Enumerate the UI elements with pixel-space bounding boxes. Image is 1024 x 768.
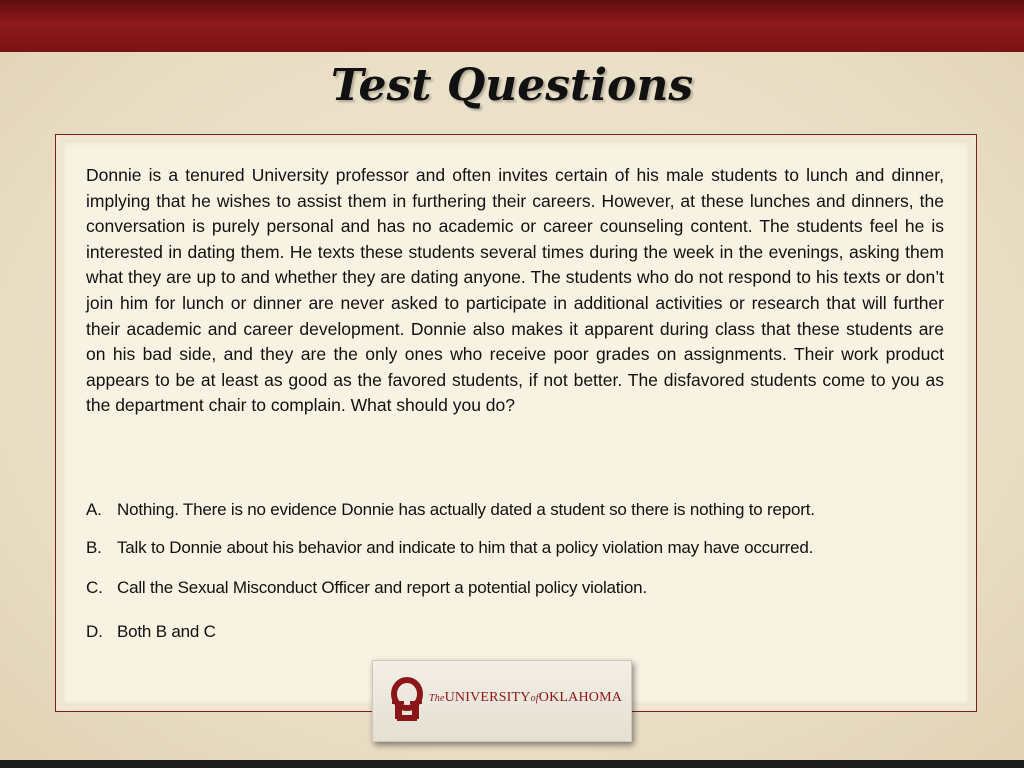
- top-decorative-band: [0, 0, 1024, 52]
- answer-letter: D.: [86, 622, 103, 641]
- answer-option-b: [86, 538, 966, 558]
- answer-text: Both B and C: [117, 622, 216, 641]
- answer-text: Call the Sexual Misconduct Officer and report a potential policy violation.: [117, 578, 647, 597]
- answer-text: Talk to Donnie about his behavior and indicate to him that a policy violation may have occurred.: [117, 538, 814, 557]
- university-logo: [372, 660, 632, 742]
- answer-text: Nothing. There is no evidence Donnie has actually dated a student so there is nothing to report.: [117, 500, 815, 519]
- answer-letter: A.: [86, 500, 102, 519]
- answer-option-c: [86, 578, 966, 598]
- ou-monogram-icon: [389, 677, 425, 725]
- answer-letter: B.: [86, 538, 102, 557]
- page-title: Test Questions: [330, 60, 694, 111]
- question-text: Donnie is a tenured University professor and often invites certain of his male students to lunch and dinner, implying that he wishes to assist them in furthering their careers. However, at these lunches and dinners, the conversation is purely personal and has no academic or career counseling content. The students feel he is interested in dating them. He texts these students several times during the week in the evenings, asking them what they are up to and whether they are dating anyone. The students who do not respond to his texts or don’t join him for lunch or dinner are never asked to participate in additional activities or research that will further their academic and career development. Donnie also makes it apparent during class that these students are on his bad side, and they are the only ones who receive poor grades on assignments. Their work product appears to be at least as good as the favored students, if not better. The disfavored students come to you as the department chair to complain. What should you do?: [86, 165, 944, 416]
- answer-letter: C.: [86, 578, 103, 597]
- answer-option-d: [86, 622, 966, 642]
- bottom-decorative-band: [0, 760, 1024, 768]
- university-name: TheUNIVERSITYofOKLAHOMA: [429, 690, 623, 705]
- answer-option-a: [86, 500, 966, 520]
